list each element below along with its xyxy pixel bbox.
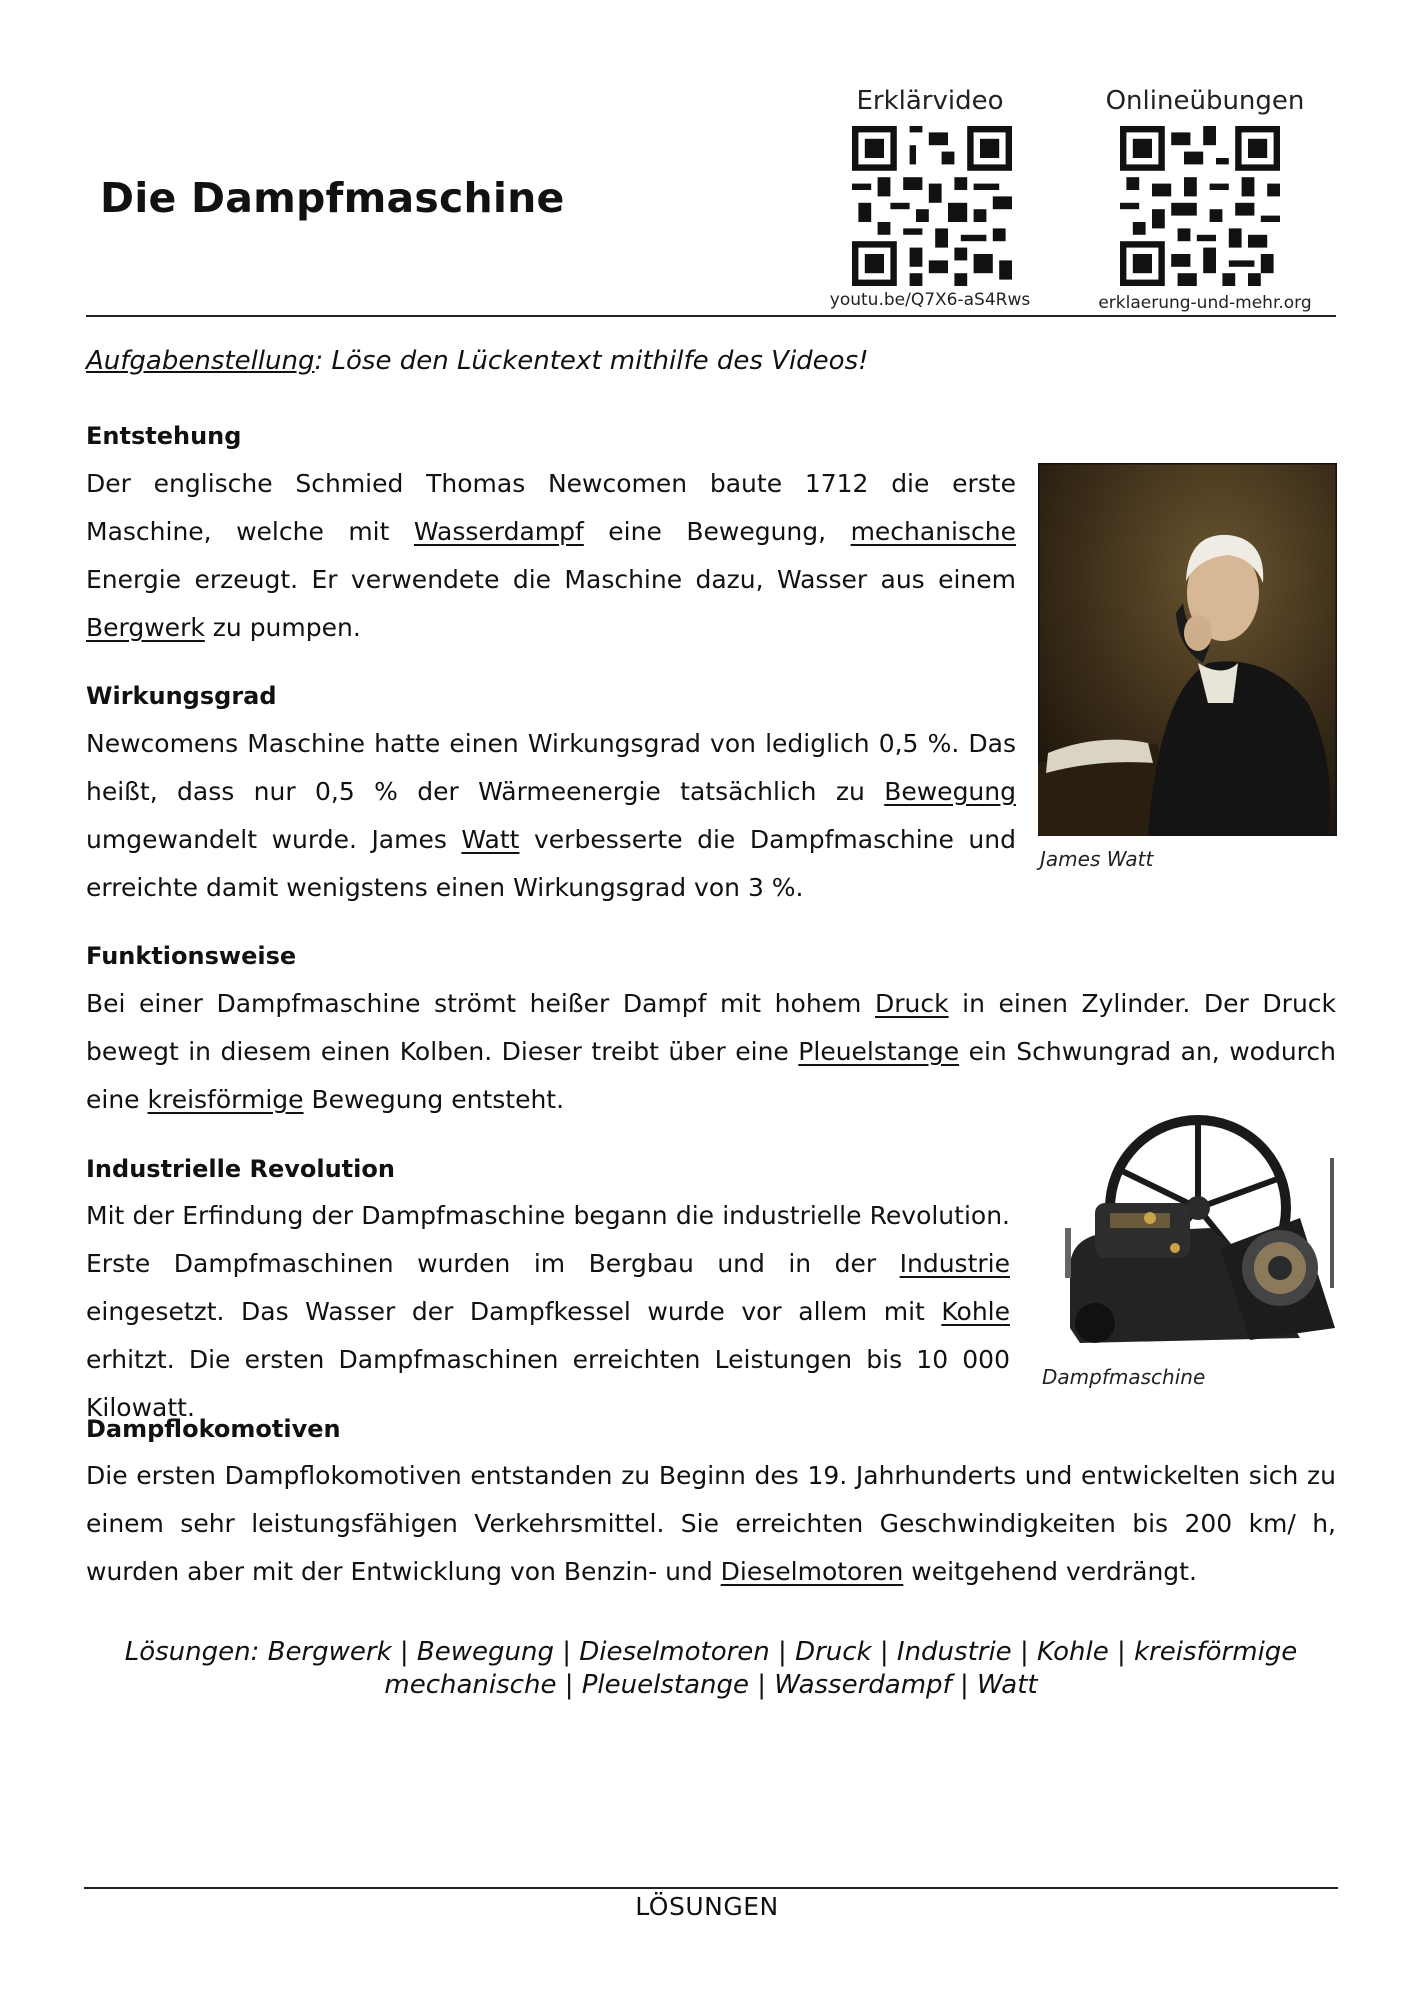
- solutions-line-2: mechanische | Pleuelstange | Wasserdampf | Watt: [384, 1670, 1038, 1700]
- footer-divider: [84, 1887, 1338, 1889]
- answer-wasserdampf: Wasserdampf: [413, 517, 584, 546]
- task-instruction: [86, 346, 869, 376]
- text-segment: umgewandelt wurde. James: [86, 825, 462, 854]
- text-segment: weitgehend verdrängt.: [903, 1557, 1197, 1586]
- answer-mechanische: mechanische: [850, 517, 1016, 546]
- heading-wirkungsgrad: Wirkungsgrad: [86, 682, 277, 710]
- footer-label: LÖSUNGEN: [635, 1892, 779, 1921]
- text-segment: in einen Zylinder. Der Druck bewegt in diesem einen Kolben. Dieser treibt über eine: [86, 989, 1337, 1066]
- answer-bewegung: Bewegung: [884, 777, 1016, 806]
- text-segment: Bei einer Dampfmaschine strömt heißer Dampf mit hohem: [86, 989, 875, 1018]
- answer-watt: Watt: [461, 825, 520, 854]
- qr-code-video-icon[interactable]: [852, 126, 1012, 286]
- qr-url-video[interactable]: youtu.be/Q7X6-aS4Rws: [829, 290, 1031, 310]
- task-text: : Löse den Lückentext mithilfe des Videos!: [314, 346, 869, 376]
- text-segment: eingesetzt. Das Wasser der Dampfkessel wurde vor allem mit: [86, 1297, 942, 1326]
- text-segment: Bewegung entsteht.: [303, 1085, 565, 1114]
- text-segment: verbesserte die Dampfmaschine und erreichte damit wenigstens einen Wirkungsgrad von 3 %.: [86, 825, 1016, 902]
- answer-pleuelstange: Pleuelstange: [798, 1037, 960, 1066]
- paragraph-wirkungsgrad: [86, 720, 1016, 912]
- answer-dieselmotoren: Dieselmotoren: [720, 1557, 904, 1586]
- heading-entstehung: Entstehung: [86, 422, 242, 450]
- text-segment: zu pumpen.: [204, 613, 361, 642]
- paragraph-funktionsweise: [86, 980, 1336, 1124]
- text-segment: Newcomens Maschine hatte einen Wirkungsgrad von lediglich 0,5 %. Das heißt, dass nur 0,5 % der Wärmeenergie tatsächlich zu: [86, 729, 1016, 806]
- text-segment: Die ersten Dampflokomotiven entstanden zu Beginn des 19. Jahrhunderts und entwickelten sich zu einem sehr leistungsfähigen Verkehrsmittel. Sie erreichten Geschwindigkeiten bis 200 km/ h, wurden aber mit der Entwicklung von Benzin- und: [86, 1461, 1336, 1586]
- caption-portrait: James Watt: [1040, 847, 1154, 871]
- text-segment: Der englische Schmied Thomas Newcomen baute 1712 die erste Maschine, welche mit: [86, 469, 1016, 546]
- qr-label-video: Erklärvideo: [856, 86, 1004, 116]
- text-segment: erhitzt. Die ersten Dampfmaschinen erreichten Leistungen bis 10 000 Kilowatt.: [86, 1345, 1010, 1422]
- heading-funktionsweise: Funktionsweise: [86, 942, 297, 970]
- steam-engine-image: [1050, 1108, 1340, 1358]
- task-label: Aufgabenstellung: [86, 346, 315, 376]
- text-segment: Mit der Erfindung der Dampfmaschine begann die industrielle Revolution. Erste Dampfmaschinen wurden im Bergbau und in der: [86, 1201, 1010, 1278]
- text-segment: Energie erzeugt. Er verwendete die Maschine dazu, Wasser aus einem: [86, 565, 1016, 594]
- answer-industrie: Industrie: [899, 1249, 1010, 1278]
- text-segment: eine Bewegung,: [583, 517, 851, 546]
- answer-kohle: Kohle: [941, 1297, 1010, 1326]
- answer-kreisfoermige: kreisförmige: [147, 1085, 304, 1114]
- heading-dampflokomotiven: Dampflokomotiven: [86, 1415, 341, 1443]
- paragraph-entstehung: [86, 460, 1016, 652]
- caption-engine: Dampfmaschine: [1042, 1365, 1206, 1389]
- solutions-list: [86, 1636, 1336, 1702]
- answer-druck: Druck: [874, 989, 949, 1018]
- qr-label-exercises: Onlineübungen: [1105, 86, 1305, 116]
- qr-url-exercises[interactable]: erklaerung-und-mehr.org: [1098, 293, 1312, 313]
- portrait-james-watt-image: [1038, 463, 1337, 836]
- page-title: Die Dampfmaschine: [100, 174, 565, 222]
- paragraph-dampflokomotiven: [86, 1452, 1336, 1596]
- header-divider: [86, 315, 1336, 317]
- paragraph-industrielle-revolution: [86, 1192, 1010, 1432]
- qr-code-exercises-icon[interactable]: [1120, 126, 1280, 286]
- answer-bergwerk: Bergwerk: [86, 613, 205, 642]
- solutions-line-1: Lösungen: Bergwerk | Bewegung | Dieselmotoren | Druck | Industrie | Kohle | kreisförmige: [124, 1637, 1298, 1667]
- heading-industrielle-revolution: Industrielle Revolution: [86, 1155, 395, 1183]
- text-segment: ein Schwungrad an, wodurch eine: [86, 1037, 1337, 1114]
